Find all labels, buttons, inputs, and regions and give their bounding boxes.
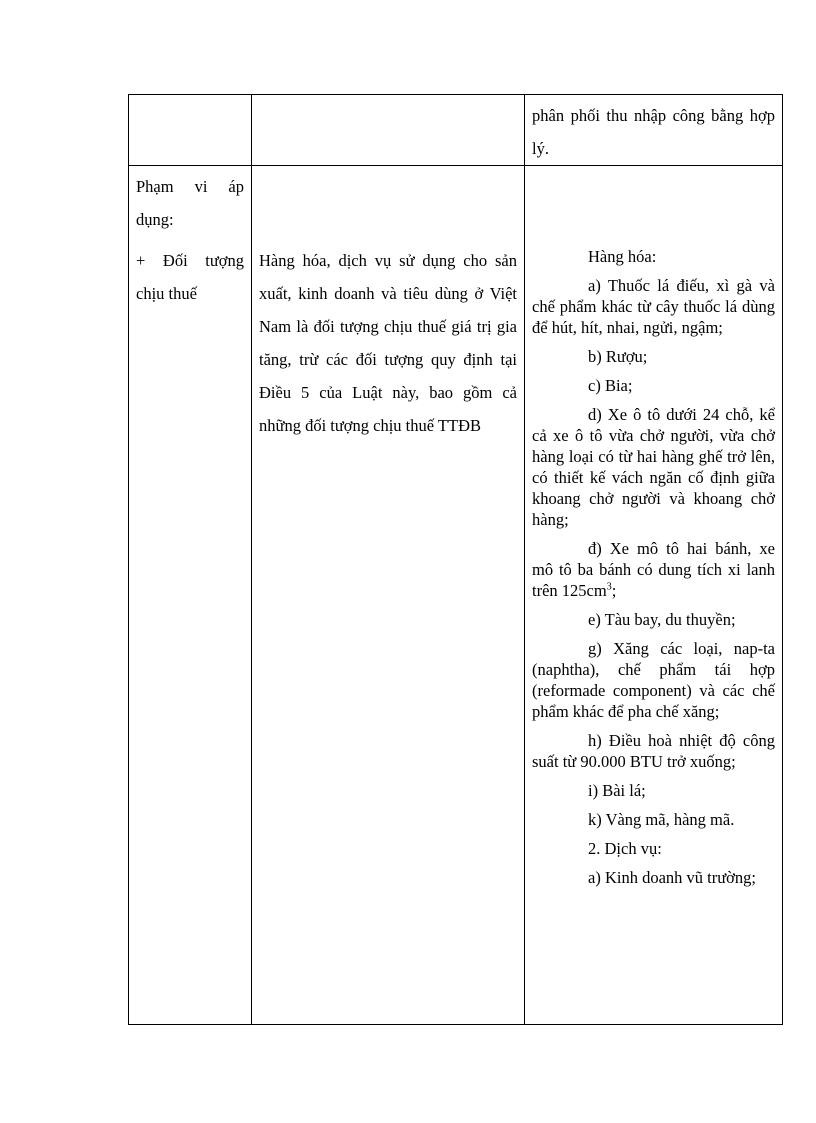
row1-col2-cell <box>252 95 525 166</box>
row1-col3-cell <box>525 95 783 166</box>
table-row <box>129 166 783 1025</box>
list-item-motorbike <box>532 538 775 601</box>
list-item: k) Vàng mã, hàng mã. <box>588 810 735 829</box>
scope-label: Phạm vi áp dụng: <box>136 177 244 229</box>
list-item: c) Bia; <box>588 376 633 395</box>
row1-col3-text: phân phối thu nhập công bằng hợp lý. <box>532 106 775 158</box>
document-table <box>128 94 783 1025</box>
list-item: Hàng hóa: <box>588 247 657 266</box>
superscript-3: 3 <box>606 581 612 593</box>
row1-col2-text <box>252 95 524 99</box>
list-item: a) Kinh doanh vũ trường; <box>588 868 756 887</box>
list-item: i) Bài lá; <box>588 781 646 800</box>
table-row <box>129 95 783 166</box>
row1-col1-cell <box>129 95 252 166</box>
motorbike-tail: ; <box>611 581 617 600</box>
special-tax-items-cell <box>525 166 783 1025</box>
list-item: e) Tàu bay, du thuyền; <box>588 610 736 629</box>
list-item: b) Rượu; <box>588 347 648 366</box>
scope-cell <box>129 166 252 1025</box>
motorbike-text: đ) Xe mô tô hai bánh, xe mô tô ba bánh có dung tích xi lanh trên 125cm <box>532 539 775 600</box>
row1-col1-text <box>129 95 251 99</box>
list-item: a) Thuốc lá điếu, xì gà và chế phẩm khác từ cây thuốc lá dùng để hút, hít, nhai, ngửi, ngậm; <box>532 276 775 337</box>
list-item: h) Điều hoà nhiệt độ công suất từ 90.000 BTU trở xuống; <box>532 731 775 771</box>
vat-scope-cell <box>252 166 525 1025</box>
list-item: g) Xăng các loại, nap-ta (naphtha), chế phẩm tái hợp (reformade component) và các chế phẩm khác để pha chế xăng; <box>532 639 775 721</box>
vat-scope-text: Hàng hóa, dịch vụ sử dụng cho sản xuất, kinh doanh và tiêu dùng ở Việt Nam là đối tượng chịu thuế giá trị gia tăng, trừ các đối tượng quy định tại Điều 5 của Luật này, bao gồm cả những đối tượng chịu thuế TTĐB <box>259 251 517 435</box>
taxable-object-label: + Đối tượng chịu thuế <box>136 251 244 303</box>
list-item: 2. Dịch vụ: <box>588 839 662 858</box>
list-item: d) Xe ô tô dưới 24 chỗ, kể cả xe ô tô vừa chở người, vừa chở hàng loại có từ hai hàng ghế trở lên, có thiết kế vách ngăn cố định giữa khoang chở người và khoang chở hàng; <box>532 405 775 529</box>
